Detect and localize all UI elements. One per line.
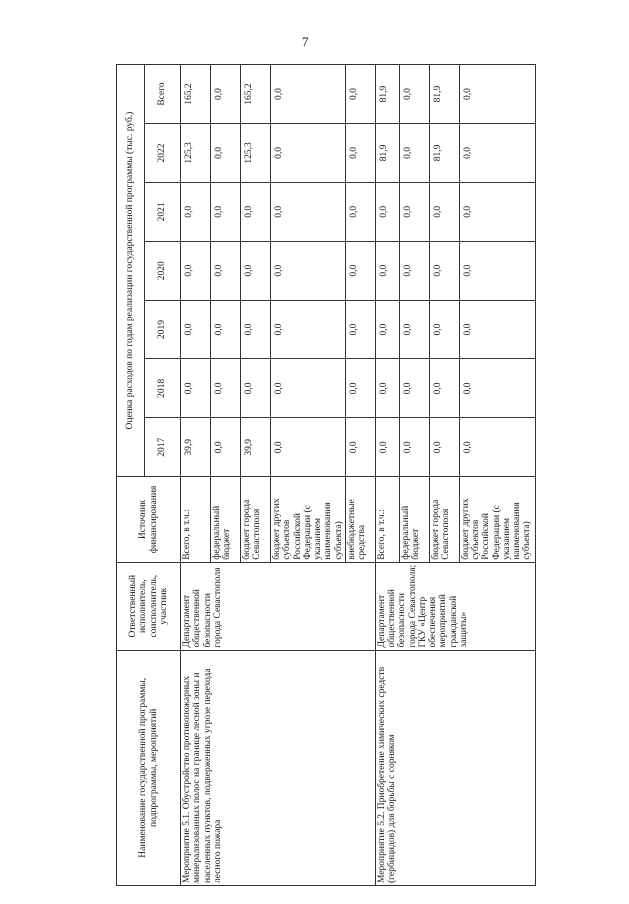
value-cell: 0,0 bbox=[211, 300, 241, 359]
header-name: Наименование государственной программы, подпрограммы, мероприятий bbox=[117, 650, 181, 885]
value-cell: 0,0 bbox=[211, 418, 241, 477]
header-year: 2017 bbox=[145, 418, 181, 477]
value-cell: 0,0 bbox=[211, 65, 241, 124]
value-cell: 0,0 bbox=[429, 182, 459, 241]
value-cell: 0,0 bbox=[211, 124, 241, 183]
value-cell: 0,0 bbox=[375, 300, 399, 359]
value-cell: 125,3 bbox=[241, 124, 271, 183]
value-cell: 0,0 bbox=[429, 241, 459, 300]
value-cell: 0,0 bbox=[429, 418, 459, 477]
header-responsible: Ответственный исполнитель, соисполнитель, участник bbox=[117, 562, 181, 650]
value-cell: 165,2 bbox=[181, 65, 211, 124]
value-cell: 0,0 bbox=[271, 418, 346, 477]
funding-source: бюджет города Севастополя bbox=[241, 477, 271, 563]
measure-name: Мероприятие 5.1. Обустройство противопожарных минерализованных полос на границе лесной зоны и населенных пунктов, подверженных угрозе перехода лесного пожара bbox=[181, 650, 376, 885]
value-cell: 81,9 bbox=[429, 124, 459, 183]
value-cell: 81,9 bbox=[429, 65, 459, 124]
value-cell: 0,0 bbox=[375, 182, 399, 241]
funding-source: бюджет других субъектов Российской Федерации (с указанием наименования субъекта) bbox=[271, 477, 346, 563]
value-cell: 81,9 bbox=[375, 124, 399, 183]
value-cell: 0,0 bbox=[345, 418, 375, 477]
value-cell: 0,0 bbox=[459, 418, 535, 477]
table-row bbox=[181, 65, 211, 886]
value-cell: 39,9 bbox=[181, 418, 211, 477]
value-cell: 0,0 bbox=[345, 359, 375, 418]
value-cell: 0,0 bbox=[375, 418, 399, 477]
value-cell: 0,0 bbox=[399, 418, 429, 477]
value-cell: 39,9 bbox=[241, 418, 271, 477]
value-cell: 0,0 bbox=[181, 241, 211, 300]
value-cell: 0,0 bbox=[399, 182, 429, 241]
funding-source: федеральный бюджет bbox=[211, 477, 241, 563]
value-cell: 0,0 bbox=[211, 182, 241, 241]
value-cell: 0,0 bbox=[459, 359, 535, 418]
expense-table bbox=[116, 64, 536, 886]
value-cell: 0,0 bbox=[399, 124, 429, 183]
funding-source: внебюджетные средства bbox=[345, 477, 375, 563]
funding-source: Всего, в т.ч.: bbox=[181, 477, 211, 563]
value-cell: 125,3 bbox=[181, 124, 211, 183]
value-cell: 0,0 bbox=[241, 359, 271, 418]
value-cell: 0,0 bbox=[345, 241, 375, 300]
value-cell: 0,0 bbox=[399, 359, 429, 418]
value-cell: 0,0 bbox=[181, 300, 211, 359]
header-year: 2020 bbox=[145, 241, 181, 300]
value-cell: 0,0 bbox=[345, 300, 375, 359]
funding-source: бюджет города Севастополя bbox=[429, 477, 459, 563]
value-cell: 0,0 bbox=[271, 124, 346, 183]
header-year: 2021 bbox=[145, 182, 181, 241]
value-cell: 0,0 bbox=[271, 65, 346, 124]
value-cell: 0,0 bbox=[345, 182, 375, 241]
value-cell: 0,0 bbox=[399, 300, 429, 359]
value-cell: 165,2 bbox=[241, 65, 271, 124]
value-cell: 0,0 bbox=[241, 300, 271, 359]
value-cell: 0,0 bbox=[345, 124, 375, 183]
value-cell: 0,0 bbox=[181, 182, 211, 241]
measure-responsible: Департамент общественной безопасности города Севастополя; ГКУ «Центр обеспечения мероприятий гражданской защиты» bbox=[375, 562, 535, 650]
header-year: 2022 bbox=[145, 124, 181, 183]
value-cell: 0,0 bbox=[459, 124, 535, 183]
value-cell: 0,0 bbox=[399, 65, 429, 124]
value-cell: 0,0 bbox=[375, 241, 399, 300]
value-cell: 0,0 bbox=[459, 241, 535, 300]
value-cell: 0,0 bbox=[211, 359, 241, 418]
table-row bbox=[375, 65, 399, 886]
rotated-table-frame bbox=[116, 64, 536, 886]
value-cell: 0,0 bbox=[241, 241, 271, 300]
value-cell: 81,9 bbox=[375, 65, 399, 124]
value-cell: 0,0 bbox=[271, 359, 346, 418]
value-cell: 0,0 bbox=[459, 65, 535, 124]
value-cell: 0,0 bbox=[271, 241, 346, 300]
value-cell: 0,0 bbox=[345, 65, 375, 124]
value-cell: 0,0 bbox=[459, 182, 535, 241]
header-year: 2019 bbox=[145, 300, 181, 359]
funding-source: бюджет других субъектов Российской Федерации (с указанием наименования субъекта) bbox=[459, 477, 535, 563]
value-cell: 0,0 bbox=[241, 182, 271, 241]
header-year: 2018 bbox=[145, 359, 181, 418]
rotated-table-wrapper bbox=[116, 64, 536, 886]
value-cell: 0,0 bbox=[211, 241, 241, 300]
header-estimate: Оценка расходов по годам реализации государственной программы (тыс. руб.) bbox=[117, 65, 145, 477]
funding-source: федеральный бюджет bbox=[399, 477, 429, 563]
value-cell: 0,0 bbox=[429, 359, 459, 418]
header-total: Всего bbox=[145, 65, 181, 124]
value-cell: 0,0 bbox=[429, 300, 459, 359]
funding-source: Всего, в т.ч.: bbox=[375, 477, 399, 563]
page-number: 7 bbox=[302, 34, 309, 49]
value-cell: 0,0 bbox=[375, 359, 399, 418]
value-cell: 0,0 bbox=[271, 300, 346, 359]
measure-responsible: Департамент общественной безопасности города Севастополя bbox=[181, 562, 376, 650]
header-source: Источник финансирования bbox=[117, 477, 181, 563]
value-cell: 0,0 bbox=[459, 300, 535, 359]
measure-name: Мероприятие 5.2. Приобретение химических средств (гербицидов) для борьбы с сорняком bbox=[375, 650, 535, 885]
value-cell: 0,0 bbox=[271, 182, 346, 241]
value-cell: 0,0 bbox=[181, 359, 211, 418]
value-cell: 0,0 bbox=[399, 241, 429, 300]
